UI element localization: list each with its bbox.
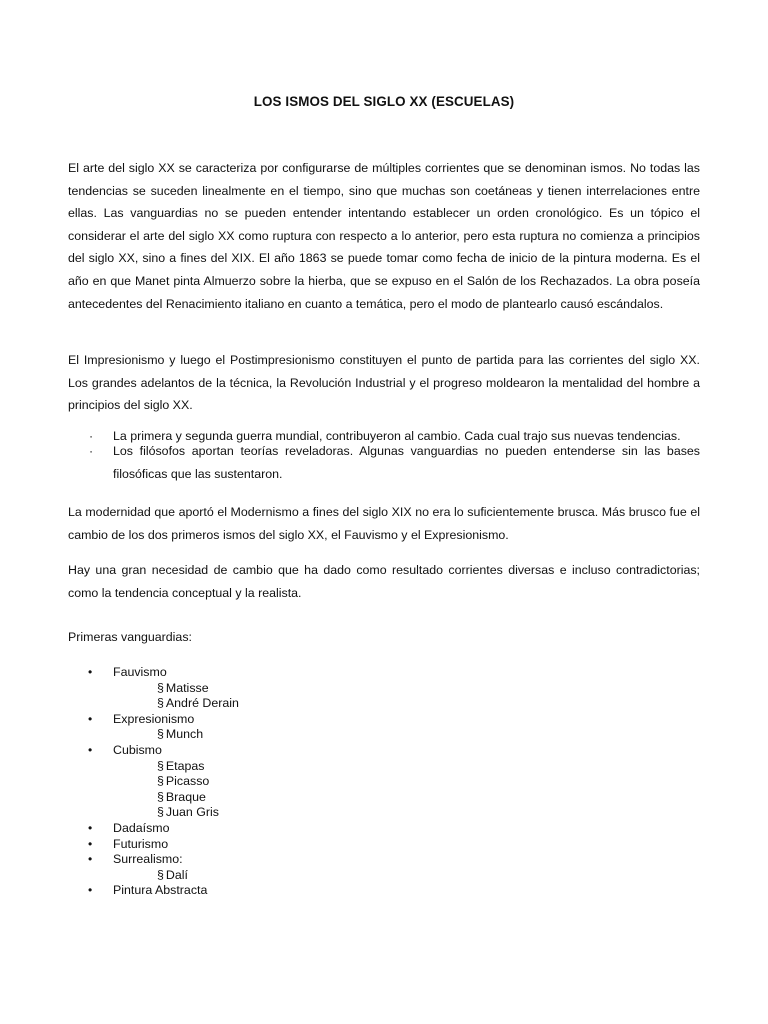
ismo-name: Dadaísmo xyxy=(113,820,170,835)
artist-item xyxy=(157,759,700,775)
section-marker: § xyxy=(157,805,164,820)
artist-name: Dalí xyxy=(165,867,188,882)
artist-name: André Derain xyxy=(165,696,239,711)
ismo-name: Surrealismo: xyxy=(113,852,183,867)
artist-item xyxy=(157,696,700,712)
bullet-marker: • xyxy=(88,820,93,835)
artist-list xyxy=(113,759,700,821)
ismo-name: Pintura Abstracta xyxy=(113,883,208,898)
bullet-marker: • xyxy=(88,665,93,679)
paragraph-cambio: Hay una gran necesidad de cambio que ha dado como resultado corrientes diversas e incluso contradictorias; como la tendencia conceptual y la realista. xyxy=(68,563,700,600)
ismo-item xyxy=(68,743,700,821)
list-item-text: Los filósofos aportan teorías reveladoras. Algunas vanguardias no pueden entenderse sin las bases filosóficas que las sustentaron. xyxy=(113,444,700,481)
bullet-marker: • xyxy=(88,883,93,898)
section-marker: § xyxy=(157,727,164,742)
paragraph-impresionismo: El Impresionismo y luego el Postimpresionismo constituyen el punto de partida para las corrientes del siglo XX. Los grandes adelantos de la técnica, la Revolución Industrial y el progreso moldearon la mentalidad del hombre a principios del siglo XX. xyxy=(68,353,700,413)
artist-item xyxy=(157,790,700,806)
dash-marker: · xyxy=(89,429,94,443)
bullet-marker: • xyxy=(88,852,93,867)
artist-item xyxy=(157,774,700,790)
section-marker: § xyxy=(157,774,164,789)
artist-list xyxy=(113,868,700,884)
ismo-name: Expresionismo xyxy=(113,711,195,726)
ismo-item xyxy=(68,852,700,883)
list-item-text: La primera y segunda guerra mundial, contribuyeron al cambio. Cada cual trajo sus nuevas tendencias. xyxy=(113,429,681,443)
ismos-list xyxy=(68,665,700,899)
document-title: LOS ISMOS DEL SIGLO XX (ESCUELAS) xyxy=(253,94,515,109)
ismo-name: Cubismo xyxy=(113,742,162,757)
section-marker: § xyxy=(157,867,164,882)
ismo-item xyxy=(68,665,700,712)
dash-list xyxy=(68,429,700,485)
artist-name: Juan Gris xyxy=(165,805,219,820)
artist-list xyxy=(113,727,700,743)
artist-name: Matisse xyxy=(165,680,209,695)
section-marker: § xyxy=(157,789,164,804)
artist-item xyxy=(157,805,700,821)
ismo-item xyxy=(68,883,700,899)
bullet-marker: • xyxy=(88,711,93,726)
section-marker: § xyxy=(157,680,164,695)
ismo-name: Futurismo xyxy=(113,836,169,851)
section-marker: § xyxy=(157,696,164,711)
artist-name: Picasso xyxy=(165,774,210,789)
list-item xyxy=(68,440,700,485)
paragraph-modernidad: La modernidad que aportó el Modernismo a fines del siglo XIX no era lo suficientemente brusca. Más brusco fue el cambio de los dos primeros ismos del siglo XX, el Fauvismo y el Expresionismo. xyxy=(68,505,700,542)
artist-item xyxy=(157,868,700,884)
section-heading-vanguardias: Primeras vanguardias: xyxy=(68,630,192,644)
bullet-marker: • xyxy=(88,836,93,851)
artist-item xyxy=(157,727,700,743)
artist-name: Braque xyxy=(165,789,206,804)
artist-name: Etapas xyxy=(165,758,205,773)
ismo-name: Fauvismo xyxy=(113,665,167,679)
paragraph-intro: El arte del siglo XX se caracteriza por configurarse de múltiples corrientes que se denominan ismos. No todas las tendencias se suceden linealmente en el tiempo, sino que muchas son coetáneas y tienen interrelaciones entre ellas. Las vanguardias no se pueden entender intentando establecer un orden cronológico. Es un tópico el considerar el arte del siglo XX como ruptura con respecto a lo anterior, pero esta ruptura no comienza a principios del siglo XX, sino a fines del XIX. El año 1863 se puede tomar como fecha de inicio de la pintura moderna. Es el año en que Manet pinta Almuerzo sobre la hierba, que se expuso en el Salón de los Rechazados. La obra poseía antecedentes del Renacimiento italiano en cuanto a temática, pero el modo de plantearlo causó escándalos. xyxy=(68,161,700,311)
section-marker: § xyxy=(157,758,164,773)
artist-item xyxy=(157,681,700,697)
ismo-item xyxy=(68,712,700,743)
dash-marker: · xyxy=(89,444,94,458)
ismo-item xyxy=(68,837,700,853)
artist-list xyxy=(113,681,700,712)
artist-name: Munch xyxy=(165,727,204,742)
bullet-marker: • xyxy=(88,742,93,757)
ismo-item xyxy=(68,821,700,837)
